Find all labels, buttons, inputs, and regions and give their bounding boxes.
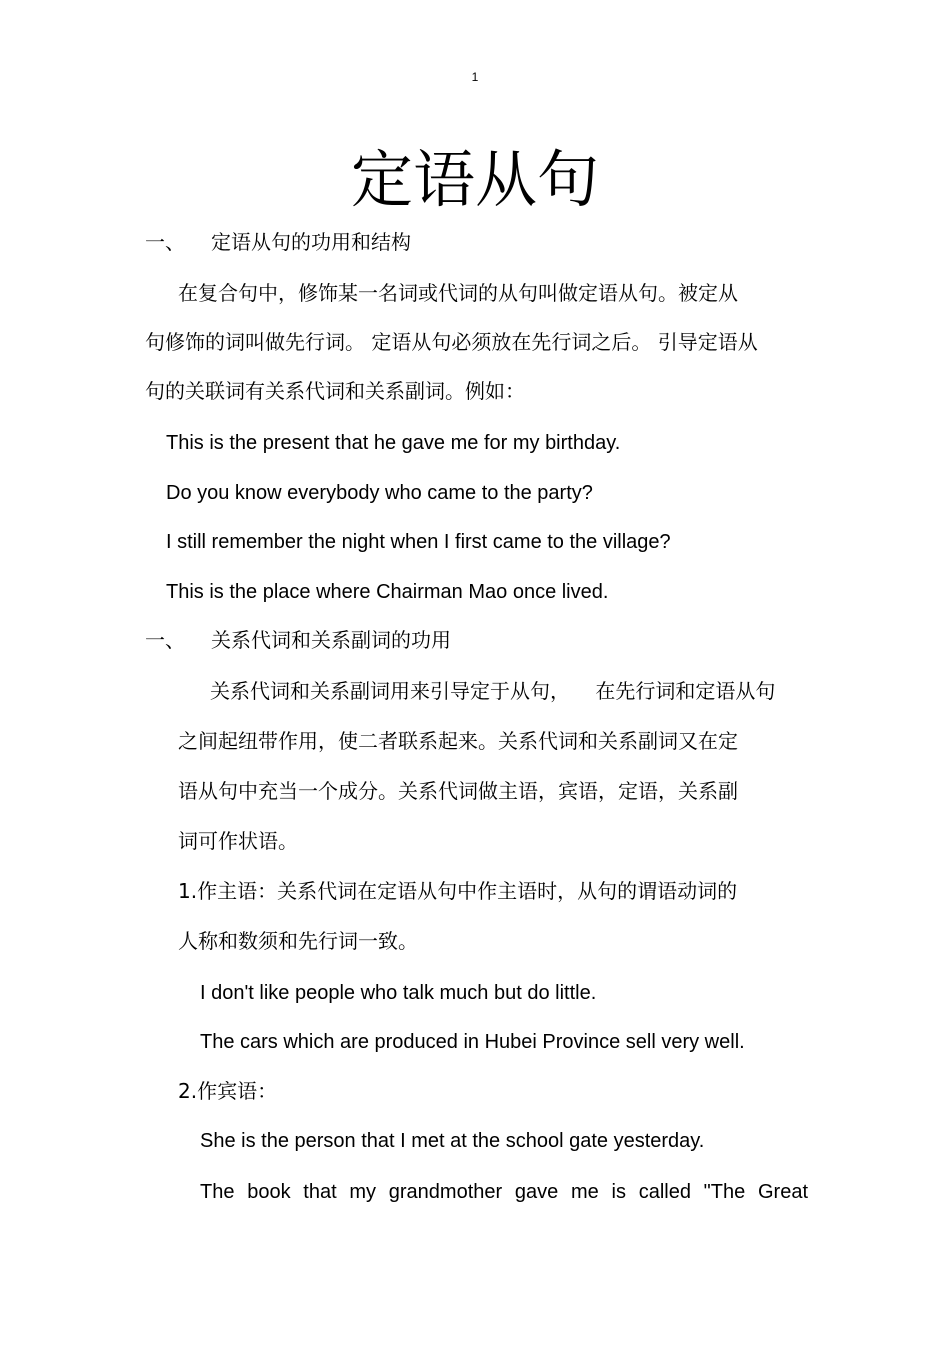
example-sentence: I don't like people who talk much but do little. xyxy=(200,982,597,1004)
section-2-number: 一、 xyxy=(145,628,185,652)
section-1-number: 一、 xyxy=(145,230,185,254)
section-2-para-line: 关系代词和关系副词用来引导定于从句， 在先行词和定语从句 xyxy=(210,679,776,703)
section-1-para-line: 句的关联词有关系代词和关系副词。例如： xyxy=(145,379,525,403)
section-2-title: 关系代词和关系副词的功用 xyxy=(211,628,451,652)
section-2-para-line: 之间起纽带作用，使二者联系起来。关系代词和关系副词又在定 xyxy=(178,729,738,753)
example-sentence: This is the place where Chairman Mao once lived. xyxy=(166,581,609,603)
section-1-title: 定语从句的功用和结构 xyxy=(211,230,411,254)
section-2-para-line: 语从句中充当一个成分。关系代词做主语，宾语，定语，关系副 xyxy=(178,779,738,803)
example-sentence: Do you know everybody who came to the party? xyxy=(166,482,593,504)
example-sentence: This is the present that he gave me for my birthday. xyxy=(166,432,621,454)
section-2-para-line: 词可作状语。 xyxy=(178,829,298,853)
section-2-heading xyxy=(145,627,451,653)
section-1-heading xyxy=(145,229,411,255)
example-sentence: The cars which are produced in Hubei Province sell very well. xyxy=(200,1031,745,1053)
item-2-label: 2.作宾语： xyxy=(178,1079,278,1103)
section-1-para-line: 在复合句中，修饰某一名词或代词的从句叫做定语从句。被定从 xyxy=(178,281,738,305)
item-1-line: 人称和数须和先行词一致。 xyxy=(178,929,418,953)
item-1-line: 1.作主语：关系代词在定语从句中作主语时，从句的谓语动词的 xyxy=(178,879,738,903)
section-1-para-line: 句修饰的词叫做先行词。 定语从句必须放在先行词之后。 引导定语从 xyxy=(145,330,758,354)
example-sentence: I still remember the night when I first came to the village? xyxy=(166,531,671,553)
page-number: 1 xyxy=(471,70,479,84)
example-sentence: She is the person that I met at the school gate yesterday. xyxy=(200,1130,705,1152)
example-sentence: The book that my grandmother gave me is called "The Great xyxy=(200,1181,808,1203)
document-title: 定语从句 xyxy=(350,143,599,216)
